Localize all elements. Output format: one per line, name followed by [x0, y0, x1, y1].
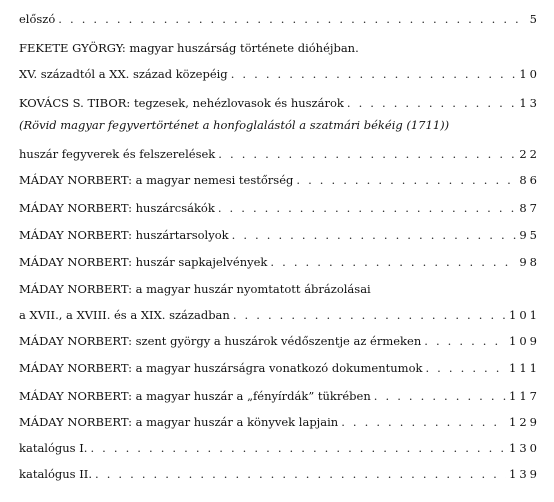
- toc-entry-title: FEKETE GYÖRGY: magyar huszárság története dióhéjban.: [19, 41, 359, 55]
- dot-leader: [218, 201, 517, 215]
- dot-leader: [218, 147, 516, 161]
- dot-leader: [425, 361, 506, 375]
- toc-entry-title: MÁDAY NORBERT: huszárcsákók: [19, 201, 215, 215]
- toc-entry-title: a XVII., a XVIII. és a XIX. században: [19, 308, 230, 322]
- dot-leader: [232, 228, 517, 242]
- toc-entry-page: 5: [529, 12, 540, 26]
- dot-leader: [347, 96, 517, 110]
- toc-entry-page: 10: [519, 67, 540, 81]
- toc-entry-kovacs-tibor: [19, 96, 540, 110]
- toc-entry-huszarcsakok: [19, 201, 540, 215]
- toc-entry-fenyirdak: [19, 389, 540, 403]
- toc-entry-title: MÁDAY NORBERT: a magyar huszárságra vonatkozó dokumentumok: [19, 361, 423, 375]
- toc-entry-page: 139: [509, 467, 540, 481]
- toc-entry-subtitle: (Rövid magyar fegyvertörténet a honfoglalástól a szatmári békéig (1711)): [19, 118, 450, 132]
- toc-entry-page: 87: [519, 201, 540, 215]
- toc-entry-title: MÁDAY NORBERT: a magyar nemesi testőrség: [19, 173, 294, 187]
- toc-entry-title: MÁDAY NORBERT: a magyar huszár a könyvek lapjain: [19, 415, 339, 429]
- toc-entry-page: 95: [519, 228, 540, 242]
- toc-entry-page: 101: [509, 308, 540, 322]
- toc-entry-title: MÁDAY NORBERT: a magyar huszár a „fényírdák” tükrében: [19, 389, 371, 403]
- toc-entry-huszartarsolyok: [19, 228, 540, 242]
- toc-entry-page: 109: [509, 334, 540, 348]
- toc-entry-xv-szazadtol: [19, 67, 540, 81]
- dot-leader: [296, 173, 516, 187]
- toc-entry-page: 117: [509, 389, 540, 403]
- toc-entry-title: huszár fegyverek és felszerelések: [19, 147, 216, 161]
- toc-entry-page: 98: [519, 255, 540, 269]
- toc-entry-title: XV. századtól a XX. század közepéig: [19, 67, 228, 81]
- toc-entry-nyomtatott-abrazolasai: [19, 282, 371, 296]
- toc-entry-xvii-xviii-xix: [19, 308, 540, 322]
- toc-entry-fekete-gyorgy: [19, 41, 359, 55]
- toc-entry-dokumentumok: [19, 361, 540, 375]
- dot-leader: [341, 415, 506, 429]
- toc-entry-nemesi-testorseg: [19, 173, 540, 187]
- toc-entry-szent-gyorgy: [19, 334, 540, 348]
- toc-entry-title: katalógus II.: [19, 467, 92, 481]
- dot-leader: [58, 12, 526, 26]
- dot-leader: [90, 441, 506, 455]
- toc-entry-page: 129: [509, 415, 540, 429]
- toc-entry-page: 22: [519, 147, 540, 161]
- toc-entry-title: KOVÁCS S. TIBOR: tegzesek, nehézlovasok és huszárok: [19, 96, 344, 110]
- dot-leader: [95, 467, 506, 481]
- toc-entry-katalogus-1: [19, 441, 540, 455]
- toc-entry-title: MÁDAY NORBERT: huszártarsolyok: [19, 228, 229, 242]
- dot-leader: [270, 255, 516, 269]
- toc-entry-title: katalógus I.: [19, 441, 88, 455]
- dot-leader: [233, 308, 506, 322]
- dot-leader: [231, 67, 517, 81]
- toc-entry-title: MÁDAY NORBERT: szent györgy a huszárok védőszentje az érmeken: [19, 334, 422, 348]
- toc-entry-page: 130: [509, 441, 540, 455]
- toc-entry-title: MÁDAY NORBERT: huszár sapkajelvények: [19, 255, 268, 269]
- toc-entry-sapkajelvenyek: [19, 255, 540, 269]
- toc-entry-page: 86: [519, 173, 540, 187]
- toc-entry-konyvek-lapjain: [19, 415, 540, 429]
- dot-leader: [374, 389, 506, 403]
- toc-entry-page: 13: [519, 96, 540, 110]
- toc-entry-title: előszó: [19, 12, 56, 26]
- toc-entry-katalogus-2: [19, 467, 540, 481]
- toc-entry-eloszo: [19, 12, 540, 26]
- toc-entry-page: 111: [509, 361, 540, 375]
- toc-entry-huszar-fegyverek: [19, 147, 540, 161]
- dot-leader: [424, 334, 506, 348]
- toc-entry-title: MÁDAY NORBERT: a magyar huszár nyomtatott ábrázolásai: [19, 282, 371, 296]
